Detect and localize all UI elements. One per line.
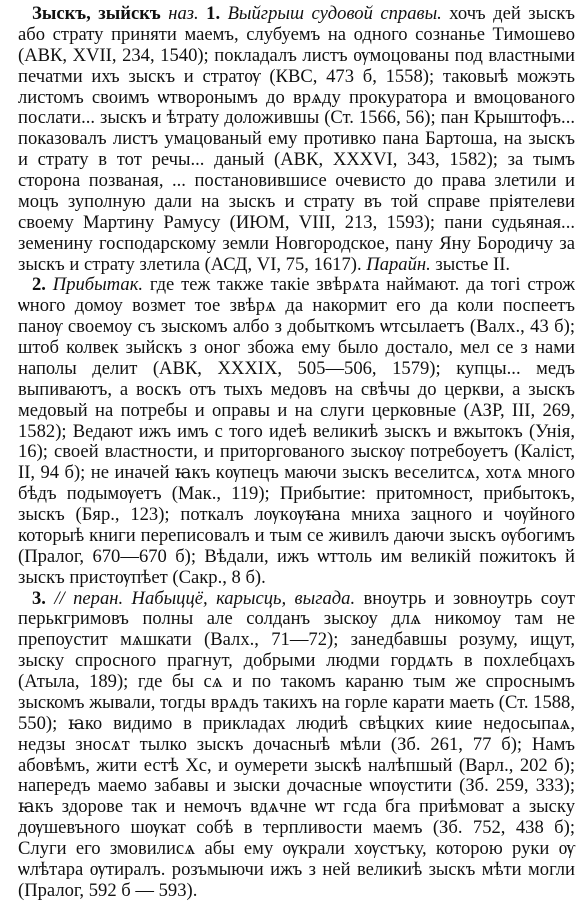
sense-number-2: 2. [32, 274, 46, 296]
grammar-label: наз. [168, 3, 199, 24]
citations-1: хочъ дей зыскъ або страту приняти маемъ, слубуемъ на одного сознанье Тимошево (АВК, XVII, 234, 1540); покладалъ листъ ѹмоцованы под властными печатми ихъ зыскъ и стратѹ (КВС, 473 б, 1558); таковыѣ можэть листомъ своимъ ѡтворонымъ до врѧду прокуратора и вмоцованого послати... зыскъ и ѣтрату доложившы (Ст. 1566, 56); пан Крыштофъ... показовалъ листъ умацованый ему противко пана Бартоша, на зыскъ и страту в тот речы... даный (АВК, XXXVI, 343, 1582); за тымъ сторона позваная, ... постановившисе очевисто до права злетили и моцъ зуполную дали на зыскъ и страту въ той справе пріятелеви своему Мартину Рамусу (ИЮМ, VIII, 213, 1593); пани судьяная... земенину господарскому земли Новгородское, пану Яну Бородичу за зыскъ и страту злетила (АСД, VI, 75, 1617). [18, 3, 575, 275]
citations-3: вноутрь и зовноутрь соут перькгримовъ полны але солданъ зыскоу длѧ никомоу там не препоустит мѧшкати (Валх., 71—72); занедбавшы розуму, ищут, зыску спросного прагнут, добрыми людми гордѧть в похлебцахъ (Атыла, 189); где бы сѧ и по такомъ караню тым же спроснымъ зыскомъ жывали, тогды врѧдъ такихъ на горле карати маеть (Ст. 1588, 550); ꙗко видимо в прикладах людиѣ свѣцких киие недосыпаѧ, недзы зносѧт тылко зыскъ дочасныѣ мѣли (Зб. 261, 77 б); Намъ абовѣмъ, жити естѣ Хс, и оумерети зыскѣ налѣпшый (Варл., 202 б); напередъ маемо забавы и зыски дочасные ѡпѹстити (Зб. 259, 333); ꙗкъ здорове так и немочъ вдѧчне ѡт гсда бга приѣмоват а зыску дѹшевъного шѹкат собѣ в терпливости маемъ (Зб. 752, 438 б); Слуги его змовилисѧ абы ему ѹкрали хѹстъку, которою руки ѹ ѡлѣтара ѹтиралъ. розъмыючи ижъ з ней великиѣ зыскъ мѣти могли (Пралог, 592 б — 593). [18, 587, 575, 901]
definition-2: Прибытак. [52, 274, 144, 296]
see-also-text: зыстье II. [435, 253, 511, 275]
sense-number-1: 1. [206, 3, 221, 24]
headword: Зыскъ, зыйскъ [32, 3, 161, 24]
entry-sense-2 [18, 275, 575, 588]
definition-1: Выйгрыш судовой справы. [227, 3, 442, 24]
citations-2: где теж также такіе звѣрѧта наймают. да тогі строж ѡного домоу возмет тое звѣрѧ да накормит его да коли поспеетъ панѹ своемоу съ зыскомъ албо з добыткомъ ѡтсылаетъ (Валх., 43 б); штоб колвек зыйскъ з оног збожа ему было достало, мел се з нами наполы делит (АВК, XXXIX, 505—506, 1579); купцы... медъ выпиваютъ, а воскъ отъ тыхъ медовъ на свѣчы до церкви, а зыскъ медовый на потребы и оправы и на слуги церковные (АЗР, III, 269, 1582); Ведают ижъ имъ с того идеѣ великиѣ зыскъ и вжытокъ (Унія, 16); своей властности, и приторгованого зыскѹ потребоуетъ (Каліст, II, 94 б); не иначей ꙗкъ кѹпецъ маючи зыскъ веселитсѧ, хотѧ много бѣдъ подымѹетъ (Мак., 119); Прибытие: притомност, прибытокъ, зыскъ (Бяр., 123); поткалъ лѹкѹꙗна мниха зацного и чѹйного которыѣ книги переписовалъ и тым се живилъ даючи зыскъ ѹбогимъ (Пралог, 670—670 б); Вѣдали, ижъ ѡттоль им великій пожитокъ й зыскъ пристѹпѣет (Сакр., 8 б). [18, 274, 575, 588]
see-also-term: Парайн. [366, 253, 431, 275]
sense-number-3: 3. [32, 587, 46, 609]
definition-3: // перан. Набыццё, карысць, выгада. [54, 587, 356, 609]
entry-sense-3 [18, 589, 575, 902]
entry-sense-1 [18, 4, 575, 275]
